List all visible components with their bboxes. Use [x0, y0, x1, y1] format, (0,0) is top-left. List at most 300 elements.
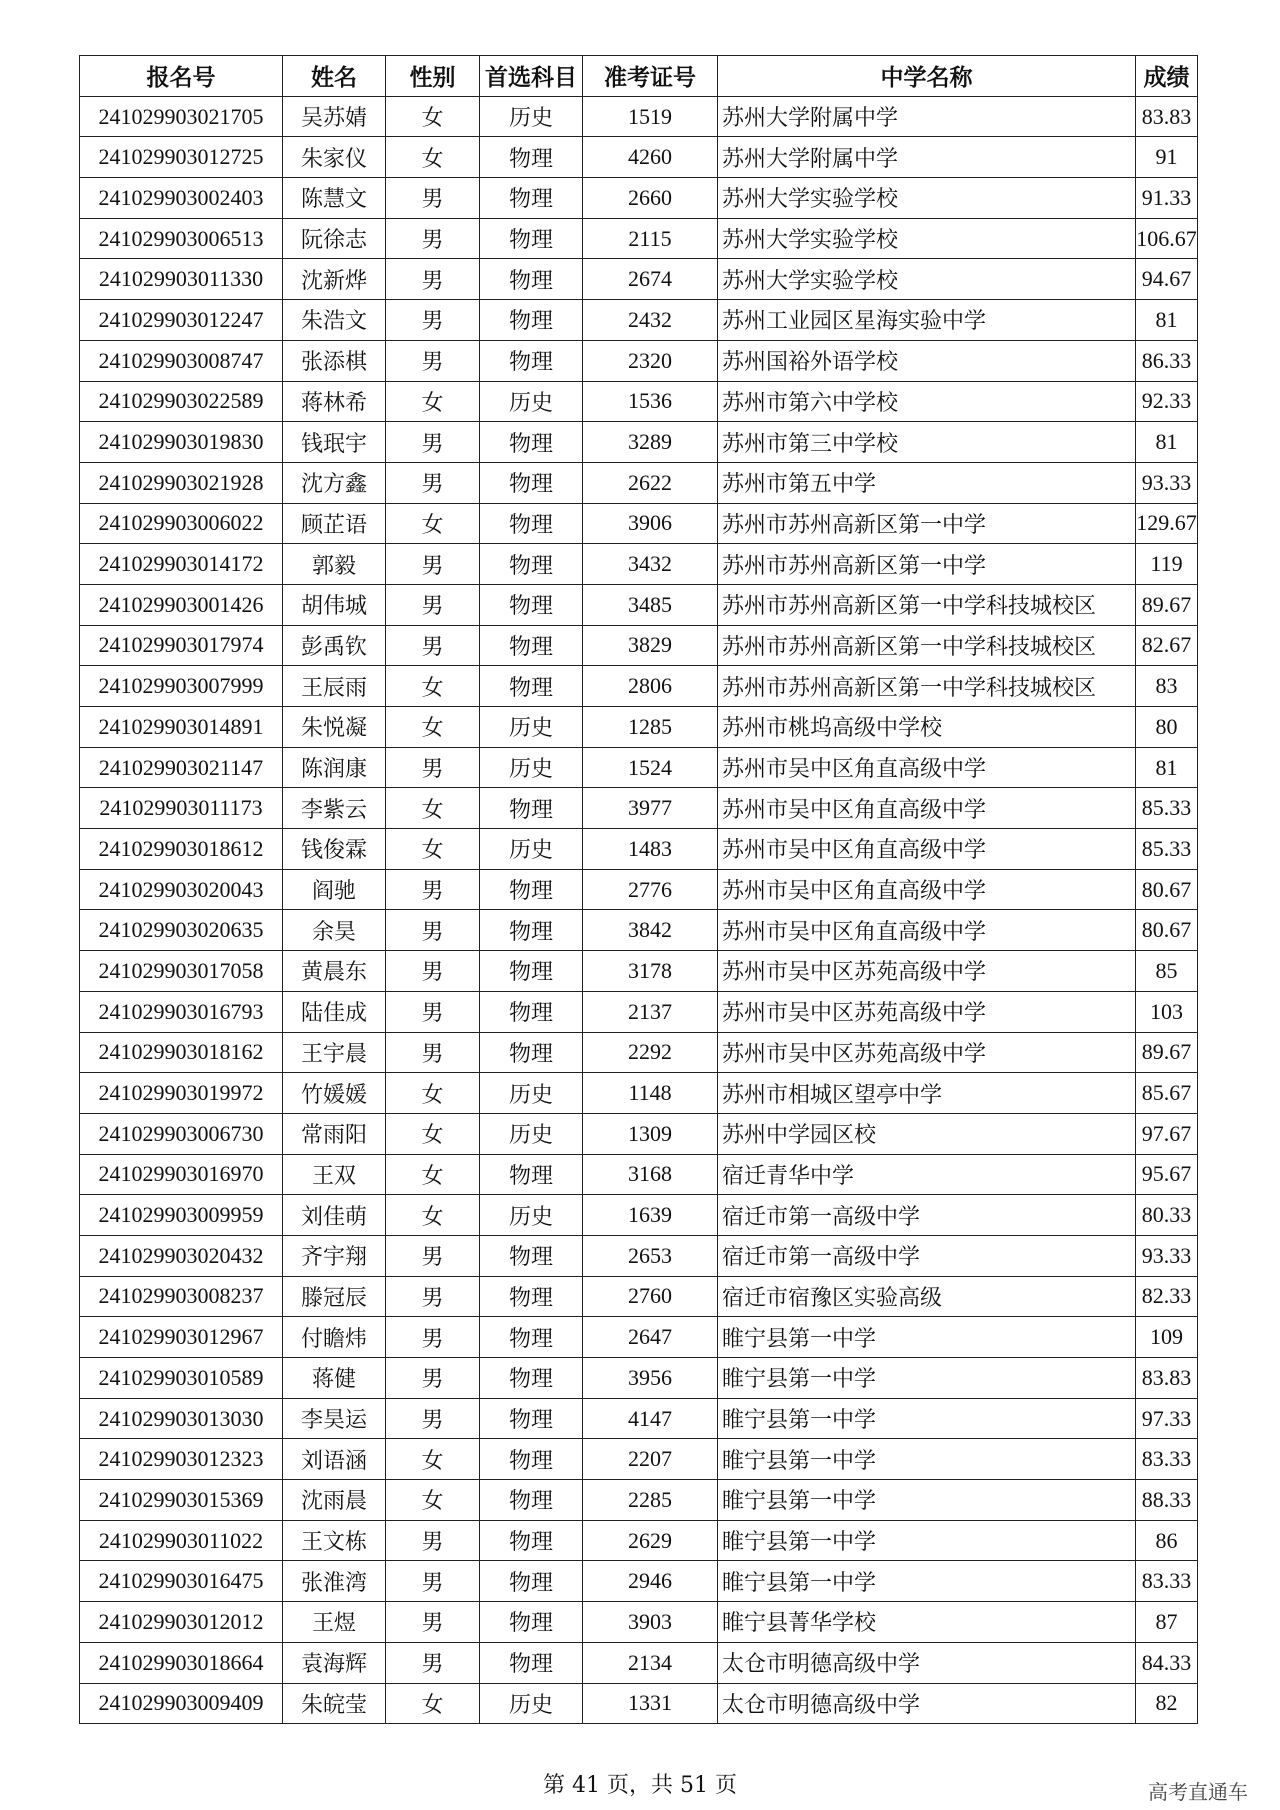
table-row — [80, 1032, 1198, 1073]
cell-gender: 女 — [386, 381, 480, 422]
cell-school: 睢宁县第一中学 — [718, 1398, 1136, 1439]
cell-score: 97.33 — [1136, 1398, 1198, 1439]
cell-subject: 历史 — [480, 96, 583, 137]
table-row — [80, 340, 1198, 381]
cell-school: 苏州市苏州高新区第一中学科技城校区 — [718, 625, 1136, 666]
cell-subject: 物理 — [480, 666, 583, 707]
cell-registration-no: 241029903010589 — [80, 1358, 283, 1399]
cell-score: 103 — [1136, 991, 1198, 1032]
cell-score: 89.67 — [1136, 584, 1198, 625]
cell-exam-no: 2292 — [583, 1032, 718, 1073]
cell-gender: 男 — [386, 1520, 480, 1561]
cell-registration-no: 241029903007999 — [80, 666, 283, 707]
cell-exam-no: 2629 — [583, 1520, 718, 1561]
cell-gender: 女 — [386, 1480, 480, 1521]
table-row — [80, 422, 1198, 463]
results-table — [79, 55, 1198, 1724]
cell-exam-no: 3829 — [583, 625, 718, 666]
cell-subject: 物理 — [480, 503, 583, 544]
table-row — [80, 96, 1198, 137]
cell-score: 82.33 — [1136, 1276, 1198, 1317]
cell-registration-no: 241029903021147 — [80, 747, 283, 788]
cell-school: 苏州市吴中区角直高级中学 — [718, 869, 1136, 910]
cell-subject: 物理 — [480, 1235, 583, 1276]
col-header-exam-no: 准考证号 — [583, 56, 718, 97]
cell-subject: 物理 — [480, 625, 583, 666]
cell-subject: 物理 — [480, 544, 583, 585]
cell-gender: 男 — [386, 869, 480, 910]
cell-registration-no: 241029903014891 — [80, 707, 283, 748]
cell-gender: 男 — [386, 1642, 480, 1683]
cell-school: 睢宁县第一中学 — [718, 1561, 1136, 1602]
cell-gender: 女 — [386, 1073, 480, 1114]
cell-score: 80.33 — [1136, 1195, 1198, 1236]
col-header-subject: 首选科目 — [480, 56, 583, 97]
cell-name: 李紫云 — [283, 788, 386, 829]
cell-exam-no: 2320 — [583, 340, 718, 381]
cell-name: 蒋林希 — [283, 381, 386, 422]
cell-score: 80.67 — [1136, 910, 1198, 951]
cell-name: 钱俊霖 — [283, 829, 386, 870]
cell-exam-no: 2946 — [583, 1561, 718, 1602]
cell-exam-no: 3168 — [583, 1154, 718, 1195]
cell-exam-no: 4147 — [583, 1398, 718, 1439]
cell-score: 82.67 — [1136, 625, 1198, 666]
cell-score: 89.67 — [1136, 1032, 1198, 1073]
cell-name: 滕冠辰 — [283, 1276, 386, 1317]
table-row — [80, 584, 1198, 625]
cell-gender: 女 — [386, 1195, 480, 1236]
cell-score: 91.33 — [1136, 178, 1198, 219]
cell-name: 袁海辉 — [283, 1642, 386, 1683]
cell-exam-no: 2760 — [583, 1276, 718, 1317]
cell-gender: 男 — [386, 422, 480, 463]
col-header-school: 中学名称 — [718, 56, 1136, 97]
cell-subject: 物理 — [480, 1276, 583, 1317]
cell-gender: 男 — [386, 340, 480, 381]
cell-registration-no: 241029903012323 — [80, 1439, 283, 1480]
cell-name: 朱悦凝 — [283, 707, 386, 748]
cell-school: 宿迁市宿豫区实验高级 — [718, 1276, 1136, 1317]
cell-exam-no: 2776 — [583, 869, 718, 910]
cell-registration-no: 241029903015369 — [80, 1480, 283, 1521]
cell-score: 97.67 — [1136, 1113, 1198, 1154]
cell-subject: 物理 — [480, 1642, 583, 1683]
cell-gender: 男 — [386, 1602, 480, 1643]
cell-subject: 历史 — [480, 1195, 583, 1236]
table-row — [80, 259, 1198, 300]
cell-gender: 男 — [386, 1276, 480, 1317]
col-header-registration-no: 报名号 — [80, 56, 283, 97]
cell-name: 朱皖莹 — [283, 1683, 386, 1724]
cell-name: 王文栋 — [283, 1520, 386, 1561]
cell-school: 睢宁县第一中学 — [718, 1439, 1136, 1480]
cell-registration-no: 241029903016475 — [80, 1561, 283, 1602]
cell-score: 94.67 — [1136, 259, 1198, 300]
cell-exam-no: 1639 — [583, 1195, 718, 1236]
cell-name: 刘佳萌 — [283, 1195, 386, 1236]
cell-registration-no: 241029903018162 — [80, 1032, 283, 1073]
table-row — [80, 991, 1198, 1032]
cell-gender: 男 — [386, 951, 480, 992]
cell-gender: 男 — [386, 462, 480, 503]
cell-school: 苏州国裕外语学校 — [718, 340, 1136, 381]
table-row — [80, 462, 1198, 503]
table-row — [80, 1520, 1198, 1561]
cell-registration-no: 241029903022589 — [80, 381, 283, 422]
cell-name: 沈新烨 — [283, 259, 386, 300]
cell-name: 王双 — [283, 1154, 386, 1195]
cell-score: 83.83 — [1136, 96, 1198, 137]
cell-gender: 女 — [386, 829, 480, 870]
cell-school: 太仓市明德高级中学 — [718, 1683, 1136, 1724]
cell-subject: 物理 — [480, 951, 583, 992]
cell-exam-no: 2653 — [583, 1235, 718, 1276]
cell-gender: 男 — [386, 1561, 480, 1602]
cell-name: 朱家仪 — [283, 137, 386, 178]
cell-gender: 男 — [386, 1032, 480, 1073]
table-row — [80, 829, 1198, 870]
cell-score: 80 — [1136, 707, 1198, 748]
cell-registration-no: 241029903012967 — [80, 1317, 283, 1358]
cell-exam-no: 3903 — [583, 1602, 718, 1643]
cell-school: 苏州市吴中区苏苑高级中学 — [718, 951, 1136, 992]
cell-subject: 物理 — [480, 218, 583, 259]
table-row — [80, 788, 1198, 829]
cell-exam-no: 2137 — [583, 991, 718, 1032]
cell-exam-no: 2806 — [583, 666, 718, 707]
cell-gender: 女 — [386, 1683, 480, 1724]
cell-score: 93.33 — [1136, 1235, 1198, 1276]
cell-registration-no: 241029903016970 — [80, 1154, 283, 1195]
table-row — [80, 747, 1198, 788]
cell-name: 钱珉宇 — [283, 422, 386, 463]
cell-score: 86 — [1136, 1520, 1198, 1561]
cell-school: 苏州市苏州高新区第一中学 — [718, 503, 1136, 544]
cell-exam-no: 3178 — [583, 951, 718, 992]
cell-registration-no: 241029903012012 — [80, 1602, 283, 1643]
cell-score: 81 — [1136, 747, 1198, 788]
cell-school: 苏州工业园区星海实验中学 — [718, 300, 1136, 341]
cell-score: 85.33 — [1136, 788, 1198, 829]
cell-school: 太仓市明德高级中学 — [718, 1642, 1136, 1683]
cell-score: 85 — [1136, 951, 1198, 992]
cell-subject: 物理 — [480, 869, 583, 910]
cell-registration-no: 241029903020043 — [80, 869, 283, 910]
cell-subject: 历史 — [480, 707, 583, 748]
table-row — [80, 1154, 1198, 1195]
cell-school: 苏州市苏州高新区第一中学科技城校区 — [718, 584, 1136, 625]
cell-subject: 历史 — [480, 747, 583, 788]
cell-school: 睢宁县第一中学 — [718, 1480, 1136, 1521]
cell-registration-no: 241029903006022 — [80, 503, 283, 544]
cell-name: 付瞻炜 — [283, 1317, 386, 1358]
cell-gender: 男 — [386, 1398, 480, 1439]
cell-gender: 男 — [386, 259, 480, 300]
table-row — [80, 1398, 1198, 1439]
cell-score: 80.67 — [1136, 869, 1198, 910]
table-row — [80, 1683, 1198, 1724]
cell-score: 83 — [1136, 666, 1198, 707]
cell-subject: 物理 — [480, 1602, 583, 1643]
cell-name: 胡伟城 — [283, 584, 386, 625]
cell-exam-no: 3485 — [583, 584, 718, 625]
cell-school: 苏州大学附属中学 — [718, 96, 1136, 137]
cell-school: 睢宁县第一中学 — [718, 1358, 1136, 1399]
cell-subject: 历史 — [480, 829, 583, 870]
cell-score: 91 — [1136, 137, 1198, 178]
cell-gender: 男 — [386, 910, 480, 951]
cell-registration-no: 241029903020432 — [80, 1235, 283, 1276]
cell-registration-no: 241029903021705 — [80, 96, 283, 137]
cell-gender: 女 — [386, 96, 480, 137]
cell-school: 苏州市相城区望亭中学 — [718, 1073, 1136, 1114]
cell-score: 92.33 — [1136, 381, 1198, 422]
cell-name: 郭毅 — [283, 544, 386, 585]
cell-gender: 女 — [386, 1439, 480, 1480]
cell-gender: 男 — [386, 544, 480, 585]
cell-score: 83.33 — [1136, 1439, 1198, 1480]
cell-subject: 物理 — [480, 1439, 583, 1480]
results-sheet — [79, 55, 1197, 1724]
col-header-name: 姓名 — [283, 56, 386, 97]
cell-exam-no: 1524 — [583, 747, 718, 788]
cell-school: 苏州市第三中学校 — [718, 422, 1136, 463]
table-row — [80, 1642, 1198, 1683]
cell-gender: 男 — [386, 1235, 480, 1276]
cell-subject: 物理 — [480, 178, 583, 219]
cell-score: 85.33 — [1136, 829, 1198, 870]
cell-school: 苏州市吴中区角直高级中学 — [718, 788, 1136, 829]
cell-gender: 男 — [386, 218, 480, 259]
cell-name: 吴苏婧 — [283, 96, 386, 137]
cell-subject: 物理 — [480, 584, 583, 625]
cell-exam-no: 1148 — [583, 1073, 718, 1114]
cell-exam-no: 3432 — [583, 544, 718, 585]
cell-school: 苏州市桃坞高级中学校 — [718, 707, 1136, 748]
cell-school: 苏州市吴中区角直高级中学 — [718, 829, 1136, 870]
table-row — [80, 951, 1198, 992]
cell-registration-no: 241029903008237 — [80, 1276, 283, 1317]
table-row — [80, 910, 1198, 951]
cell-name: 彭禹钦 — [283, 625, 386, 666]
cell-subject: 历史 — [480, 1073, 583, 1114]
cell-exam-no: 1483 — [583, 829, 718, 870]
table-row — [80, 625, 1198, 666]
col-header-score: 成绩 — [1136, 56, 1198, 97]
cell-subject: 物理 — [480, 259, 583, 300]
cell-score: 95.67 — [1136, 1154, 1198, 1195]
cell-registration-no: 241029903009959 — [80, 1195, 283, 1236]
table-row — [80, 1317, 1198, 1358]
cell-school: 宿迁青华中学 — [718, 1154, 1136, 1195]
cell-exam-no: 3289 — [583, 422, 718, 463]
cell-gender: 女 — [386, 503, 480, 544]
cell-school: 睢宁县菁华学校 — [718, 1602, 1136, 1643]
cell-score: 87 — [1136, 1602, 1198, 1643]
cell-registration-no: 241029903012725 — [80, 137, 283, 178]
col-header-gender: 性别 — [386, 56, 480, 97]
cell-name: 王宇晨 — [283, 1032, 386, 1073]
cell-registration-no: 241029903018612 — [80, 829, 283, 870]
header-row — [80, 56, 1198, 97]
cell-registration-no: 241029903012247 — [80, 300, 283, 341]
table-row — [80, 666, 1198, 707]
cell-name: 阮徐志 — [283, 218, 386, 259]
cell-gender: 女 — [386, 1154, 480, 1195]
cell-subject: 物理 — [480, 1032, 583, 1073]
cell-school: 苏州市第六中学校 — [718, 381, 1136, 422]
cell-score: 81 — [1136, 300, 1198, 341]
cell-school: 睢宁县第一中学 — [718, 1317, 1136, 1358]
cell-gender: 男 — [386, 1317, 480, 1358]
cell-subject: 物理 — [480, 300, 583, 341]
cell-name: 李昊运 — [283, 1398, 386, 1439]
cell-score: 83.83 — [1136, 1358, 1198, 1399]
table-row — [80, 1439, 1198, 1480]
page-number: 第 41 页，共 51 页 — [543, 1773, 737, 1798]
cell-gender: 男 — [386, 178, 480, 219]
cell-score: 129.67 — [1136, 503, 1198, 544]
cell-school: 苏州市吴中区角直高级中学 — [718, 747, 1136, 788]
cell-registration-no: 241029903014172 — [80, 544, 283, 585]
cell-name: 刘语涵 — [283, 1439, 386, 1480]
cell-subject: 物理 — [480, 910, 583, 951]
cell-name: 张添棋 — [283, 340, 386, 381]
cell-exam-no: 2207 — [583, 1439, 718, 1480]
cell-school: 苏州中学园区校 — [718, 1113, 1136, 1154]
cell-score: 83.33 — [1136, 1561, 1198, 1602]
cell-subject: 物理 — [480, 340, 583, 381]
cell-school: 苏州市苏州高新区第一中学 — [718, 544, 1136, 585]
cell-exam-no: 2134 — [583, 1642, 718, 1683]
cell-exam-no: 3842 — [583, 910, 718, 951]
cell-exam-no: 4260 — [583, 137, 718, 178]
cell-exam-no: 2647 — [583, 1317, 718, 1358]
cell-name: 张淮湾 — [283, 1561, 386, 1602]
table-row — [80, 544, 1198, 585]
table-row — [80, 869, 1198, 910]
cell-subject: 物理 — [480, 1317, 583, 1358]
cell-gender: 女 — [386, 1113, 480, 1154]
cell-exam-no: 2660 — [583, 178, 718, 219]
cell-school: 苏州市苏州高新区第一中学科技城校区 — [718, 666, 1136, 707]
cell-subject: 物理 — [480, 1480, 583, 1521]
table-row — [80, 178, 1198, 219]
cell-gender: 男 — [386, 747, 480, 788]
cell-exam-no: 1519 — [583, 96, 718, 137]
cell-registration-no: 241029903018664 — [80, 1642, 283, 1683]
cell-school: 睢宁县第一中学 — [718, 1520, 1136, 1561]
cell-name: 沈雨晨 — [283, 1480, 386, 1521]
cell-subject: 历史 — [480, 1683, 583, 1724]
cell-name: 蒋健 — [283, 1358, 386, 1399]
cell-score: 82 — [1136, 1683, 1198, 1724]
cell-score: 106.67 — [1136, 218, 1198, 259]
table-row — [80, 707, 1198, 748]
cell-exam-no: 1285 — [583, 707, 718, 748]
table-row — [80, 1073, 1198, 1114]
table-row — [80, 1195, 1198, 1236]
table-row — [80, 1276, 1198, 1317]
watermark: 高考直通车 — [1148, 1780, 1248, 1804]
cell-gender: 女 — [386, 707, 480, 748]
cell-score: 109 — [1136, 1317, 1198, 1358]
table-row — [80, 1235, 1198, 1276]
cell-gender: 男 — [386, 1358, 480, 1399]
cell-registration-no: 241029903017974 — [80, 625, 283, 666]
cell-school: 苏州大学实验学校 — [718, 259, 1136, 300]
cell-name: 沈方鑫 — [283, 462, 386, 503]
cell-school: 宿迁市第一高级中学 — [718, 1235, 1136, 1276]
cell-school: 苏州市第五中学 — [718, 462, 1136, 503]
cell-subject: 历史 — [480, 1113, 583, 1154]
cell-registration-no: 241029903006513 — [80, 218, 283, 259]
cell-gender: 女 — [386, 788, 480, 829]
cell-exam-no: 1536 — [583, 381, 718, 422]
table-row — [80, 1480, 1198, 1521]
cell-name: 朱浩文 — [283, 300, 386, 341]
table-row — [80, 1113, 1198, 1154]
cell-gender: 男 — [386, 991, 480, 1032]
cell-subject: 物理 — [480, 991, 583, 1032]
cell-exam-no: 2674 — [583, 259, 718, 300]
cell-school: 苏州大学实验学校 — [718, 218, 1136, 259]
cell-score: 85.67 — [1136, 1073, 1198, 1114]
cell-exam-no: 2285 — [583, 1480, 718, 1521]
table-row — [80, 503, 1198, 544]
cell-subject: 物理 — [480, 1561, 583, 1602]
cell-registration-no: 241029903019972 — [80, 1073, 283, 1114]
cell-subject: 历史 — [480, 381, 583, 422]
table-body — [80, 96, 1198, 1724]
table-row — [80, 137, 1198, 178]
cell-name: 常雨阳 — [283, 1113, 386, 1154]
cell-school: 苏州市吴中区苏苑高级中学 — [718, 1032, 1136, 1073]
cell-subject: 物理 — [480, 422, 583, 463]
cell-score: 93.33 — [1136, 462, 1198, 503]
table-row — [80, 1602, 1198, 1643]
cell-score: 86.33 — [1136, 340, 1198, 381]
cell-subject: 物理 — [480, 788, 583, 829]
cell-registration-no: 241029903021928 — [80, 462, 283, 503]
cell-registration-no: 241029903011022 — [80, 1520, 283, 1561]
cell-name: 黄晨东 — [283, 951, 386, 992]
cell-name: 王辰雨 — [283, 666, 386, 707]
cell-score: 119 — [1136, 544, 1198, 585]
cell-registration-no: 241029903019830 — [80, 422, 283, 463]
cell-name: 王煜 — [283, 1602, 386, 1643]
cell-exam-no: 3956 — [583, 1358, 718, 1399]
cell-registration-no: 241029903016793 — [80, 991, 283, 1032]
table-row — [80, 218, 1198, 259]
cell-registration-no: 241029903002403 — [80, 178, 283, 219]
cell-exam-no: 1331 — [583, 1683, 718, 1724]
table-row — [80, 1561, 1198, 1602]
cell-subject: 物理 — [480, 1154, 583, 1195]
cell-gender: 女 — [386, 137, 480, 178]
cell-name: 齐宇翔 — [283, 1235, 386, 1276]
table-row — [80, 1358, 1198, 1399]
cell-school: 苏州市吴中区苏苑高级中学 — [718, 991, 1136, 1032]
cell-subject: 物理 — [480, 1520, 583, 1561]
cell-registration-no: 241029903009409 — [80, 1683, 283, 1724]
table-row — [80, 300, 1198, 341]
cell-exam-no: 2622 — [583, 462, 718, 503]
cell-school: 苏州大学实验学校 — [718, 178, 1136, 219]
cell-registration-no: 241029903001426 — [80, 584, 283, 625]
cell-name: 竹媛媛 — [283, 1073, 386, 1114]
